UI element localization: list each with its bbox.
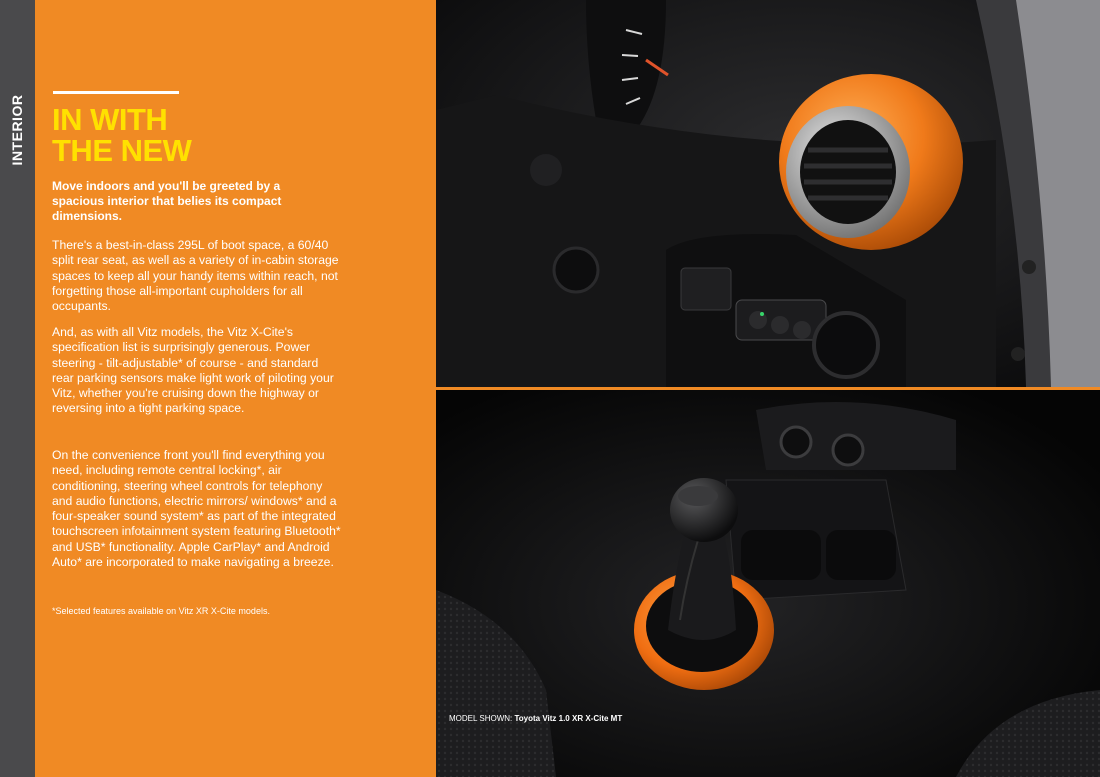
lead-paragraph: Move indoors and you'll be greeted by a spacious interior that belies its compact dimensions. xyxy=(52,179,282,223)
model-caption xyxy=(449,714,622,723)
caption-model: Toyota Vitz 1.0 XR X-Cite MT xyxy=(514,714,623,723)
page-heading xyxy=(52,104,191,166)
heading-rule xyxy=(53,91,179,94)
section-tab-label: INTERIOR xyxy=(9,94,25,166)
body-paragraph-3: On the convenience front you'll find everything you need, including remote central locking*, air conditioning, steering wheel controls for telephony and audio functions, electric mirrors/ windows* and a four-speaker sound system* as part of the integrated touchscreen infotainment system featuring Bluetooth* and USB* functionality. Apple CarPlay* and Android Auto* are incorporated to make navigating a breeze. xyxy=(52,448,341,570)
body-paragraph-2: And, as with all Vitz models, the Vitz X-Cite's specification list is surprisingly generous. Power steering - tilt-adjustable* of course - and standard rear parking sensors make light work of piloting your Vitz, whether you're cruising down the highway or reversing into a tight parking space. xyxy=(52,325,334,416)
section-tab xyxy=(0,0,35,777)
body-paragraph-1: There's a best-in-class 295L of boot space, a 60/40 split rear seat, as well as a variety of in-cabin storage spaces to keep all your handy items within reach, not forgetting those all-important cupholders for all occupants. xyxy=(52,238,339,314)
caption-prefix: MODEL SHOWN: xyxy=(449,714,515,723)
footnote: *Selected features available on Vitz XR X-Cite models. xyxy=(52,606,270,616)
heading-line-2: THE NEW xyxy=(52,133,192,168)
heading-line-1: IN WITH xyxy=(52,102,168,137)
dashboard-vent-photo xyxy=(436,0,1100,387)
